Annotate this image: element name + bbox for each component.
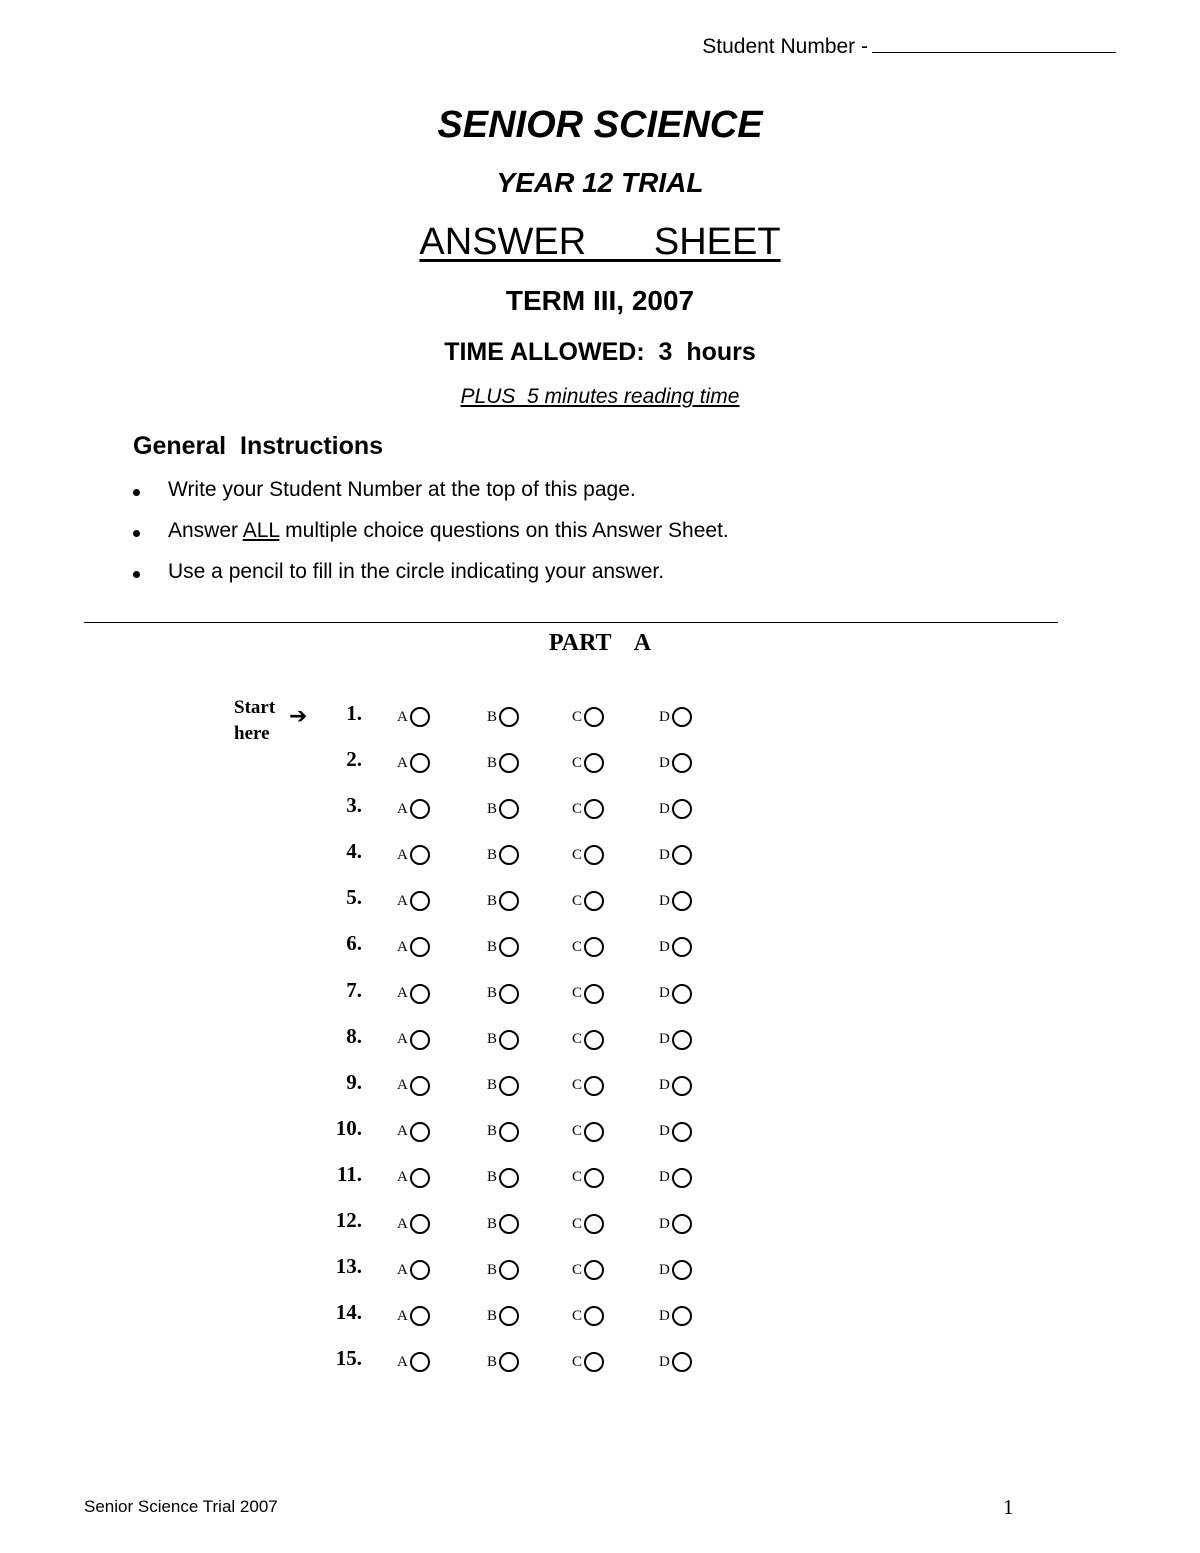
option-letter: B [487, 1307, 498, 1324]
answer-bubble-icon[interactable] [584, 845, 604, 865]
option-letter: B [487, 708, 498, 725]
answer-sheet-text: ANSWER SHEET [419, 221, 781, 263]
answer-bubble-icon[interactable] [672, 1030, 692, 1050]
document-title: SENIOR SCIENCE [437, 104, 763, 146]
answer-bubble-icon[interactable] [672, 707, 692, 727]
answer-bubble-icon[interactable] [410, 753, 430, 773]
option-letter: B [487, 938, 498, 955]
answer-bubble-icon[interactable] [410, 1168, 430, 1188]
option-letter: D [659, 1077, 670, 1094]
answer-bubble-icon[interactable] [499, 707, 519, 727]
answer-bubble-icon[interactable] [584, 1076, 604, 1096]
option-letter: D [659, 938, 670, 955]
answer-bubble-icon[interactable] [672, 891, 692, 911]
answer-option[interactable] [572, 797, 604, 821]
question-number: 13. [335, 1254, 362, 1279]
answer-option[interactable] [397, 1350, 430, 1374]
answer-bubble-icon[interactable] [584, 1306, 604, 1326]
question-row [320, 879, 740, 925]
answer-option[interactable] [659, 1028, 692, 1052]
answer-option[interactable] [397, 1166, 430, 1190]
answer-bubble-icon[interactable] [410, 1260, 430, 1280]
option-letter: C [572, 1031, 583, 1048]
answer-bubble-icon[interactable] [584, 1030, 604, 1050]
answer-bubble-icon[interactable] [410, 1122, 430, 1142]
option-letter: D [659, 1123, 670, 1140]
option-letter: B [487, 892, 498, 909]
document-subtitle: YEAR 12 TRIAL [496, 167, 704, 198]
answer-option[interactable] [572, 889, 604, 913]
question-number: 7. [346, 977, 362, 1002]
answer-option[interactable] [572, 1350, 604, 1374]
option-letter: A [397, 708, 408, 725]
answer-bubble-icon[interactable] [410, 707, 430, 727]
answer-bubble-icon[interactable] [584, 1352, 604, 1372]
option-letter: B [487, 1261, 498, 1278]
answer-bubble-icon[interactable] [584, 1122, 604, 1142]
answer-option[interactable] [572, 1120, 604, 1144]
option-letter: A [397, 1123, 408, 1140]
answer-bubble-icon[interactable] [584, 984, 604, 1004]
bullet-icon [133, 571, 140, 578]
term-label: TERM III, 2007 [505, 285, 695, 316]
start-here-label [234, 695, 275, 747]
answer-option[interactable] [397, 982, 430, 1006]
answer-option[interactable] [397, 935, 430, 959]
option-letter: B [487, 846, 498, 863]
answer-bubble-icon[interactable] [584, 891, 604, 911]
answer-option[interactable] [397, 1074, 430, 1098]
start-label-line2: here [234, 723, 270, 744]
answer-option[interactable] [487, 1120, 519, 1144]
bullet-icon [133, 530, 140, 537]
answer-option[interactable] [487, 1258, 519, 1282]
answer-option[interactable] [572, 935, 604, 959]
answer-bubble-icon[interactable] [410, 1214, 430, 1234]
answer-option[interactable] [659, 1212, 692, 1236]
question-row [320, 833, 740, 879]
question-row [320, 741, 740, 787]
answer-bubble-icon[interactable] [672, 1168, 692, 1188]
question-number: 5. [346, 885, 362, 910]
answer-bubble-icon[interactable] [584, 937, 604, 957]
answer-sheet-heading [0, 221, 1200, 264]
answer-bubble-icon[interactable] [410, 1076, 430, 1096]
option-letter: A [397, 892, 408, 909]
answer-option[interactable] [397, 1212, 430, 1236]
option-letter: D [659, 1307, 670, 1324]
answer-option[interactable] [659, 705, 692, 729]
option-letter: D [659, 892, 670, 909]
right-arrow-icon: ➔ [289, 704, 308, 729]
option-letter: C [572, 1261, 583, 1278]
option-letter: D [659, 1169, 670, 1186]
question-number: 3. [346, 793, 362, 818]
question-row [320, 925, 740, 971]
answer-option[interactable] [572, 843, 604, 867]
instructions-list [133, 478, 729, 601]
instruction-item [133, 478, 729, 519]
question-number: 9. [346, 1069, 362, 1094]
answer-option[interactable] [659, 935, 692, 959]
answer-bubble-icon[interactable] [499, 1030, 519, 1050]
question-row [320, 1248, 740, 1294]
answer-option[interactable] [487, 935, 519, 959]
answer-option[interactable] [487, 889, 519, 913]
answer-option[interactable] [572, 705, 604, 729]
answer-bubble-icon[interactable] [672, 1260, 692, 1280]
option-letter: C [572, 1353, 583, 1370]
option-letter: D [659, 1031, 670, 1048]
answer-bubble-icon[interactable] [410, 1030, 430, 1050]
answer-bubble-icon[interactable] [499, 1076, 519, 1096]
answer-option[interactable] [659, 889, 692, 913]
question-row [320, 1340, 740, 1386]
instruction-item [133, 519, 729, 560]
option-letter: B [487, 1077, 498, 1094]
answer-option[interactable] [572, 1304, 604, 1328]
answer-bubble-icon[interactable] [672, 799, 692, 819]
bullet-icon [133, 489, 140, 496]
answer-bubble-icon[interactable] [672, 845, 692, 865]
answer-option[interactable] [487, 982, 519, 1006]
question-row [320, 1202, 740, 1248]
answer-option[interactable] [397, 1304, 430, 1328]
answer-option[interactable] [397, 751, 430, 775]
question-number: 14. [335, 1300, 362, 1325]
option-letter: D [659, 708, 670, 725]
option-letter: A [397, 938, 408, 955]
instruction-text: Write your Student Number at the top of this page. [168, 478, 636, 501]
option-letter: B [487, 800, 498, 817]
answer-option[interactable] [659, 1304, 692, 1328]
option-letter: A [397, 1215, 408, 1232]
answer-bubble-icon[interactable] [672, 984, 692, 1004]
option-letter: C [572, 985, 583, 1002]
answer-bubble-icon[interactable] [410, 984, 430, 1004]
option-letter: A [397, 1031, 408, 1048]
option-letter: C [572, 892, 583, 909]
instruction-item [133, 560, 729, 601]
option-letter: A [397, 985, 408, 1002]
answer-bubble-icon[interactable] [672, 1122, 692, 1142]
answer-bubble-icon[interactable] [410, 1306, 430, 1326]
answer-option[interactable] [659, 1120, 692, 1144]
instruction-prefix: Answer [168, 519, 239, 542]
option-letter: C [572, 1307, 583, 1324]
answer-bubble-icon[interactable] [499, 1352, 519, 1372]
answer-option[interactable] [572, 1212, 604, 1236]
answer-bubble-icon[interactable] [584, 1168, 604, 1188]
student-number-label: Student Number - [702, 35, 868, 58]
answer-bubble-icon[interactable] [499, 937, 519, 957]
question-row [320, 972, 740, 1018]
answer-option[interactable] [397, 843, 430, 867]
answer-option[interactable] [397, 889, 430, 913]
answer-option[interactable] [572, 1258, 604, 1282]
answer-option[interactable] [397, 1028, 430, 1052]
question-number: 4. [346, 839, 362, 864]
answer-bubble-icon[interactable] [584, 1214, 604, 1234]
question-number: 11. [336, 1161, 362, 1186]
question-row [320, 1156, 740, 1202]
answer-option[interactable] [572, 1074, 604, 1098]
option-letter: A [397, 1353, 408, 1370]
answer-grid [320, 695, 740, 1386]
answer-bubble-icon[interactable] [672, 937, 692, 957]
reading-time-wrap [0, 385, 1200, 409]
student-number-field [702, 35, 1116, 59]
option-letter: B [487, 985, 498, 1002]
option-letter: C [572, 1123, 583, 1140]
answer-bubble-icon[interactable] [410, 1352, 430, 1372]
answer-option[interactable] [659, 751, 692, 775]
option-letter: D [659, 754, 670, 771]
option-letter: C [572, 846, 583, 863]
answer-bubble-icon[interactable] [499, 1168, 519, 1188]
answer-option[interactable] [487, 1212, 519, 1236]
section-divider [84, 622, 1058, 623]
answer-bubble-icon[interactable] [672, 1306, 692, 1326]
student-number-blank[interactable] [872, 35, 1116, 53]
answer-bubble-icon[interactable] [672, 753, 692, 773]
answer-option[interactable] [487, 705, 519, 729]
answer-option[interactable] [487, 1028, 519, 1052]
option-letter: C [572, 1215, 583, 1232]
option-letter: B [487, 1353, 498, 1370]
option-letter: A [397, 800, 408, 817]
option-letter: B [487, 1031, 498, 1048]
answer-bubble-icon[interactable] [499, 891, 519, 911]
option-letter: C [572, 1077, 583, 1094]
option-letter: D [659, 1261, 670, 1278]
option-letter: A [397, 1261, 408, 1278]
question-number: 2. [346, 747, 362, 772]
option-letter: B [487, 1123, 498, 1140]
answer-option[interactable] [397, 705, 430, 729]
answer-option[interactable] [487, 797, 519, 821]
answer-option[interactable] [572, 1166, 604, 1190]
option-letter: C [572, 938, 583, 955]
instructions-heading: General Instructions [133, 432, 384, 460]
answer-option[interactable] [659, 1258, 692, 1282]
option-letter: B [487, 754, 498, 771]
answer-bubble-icon[interactable] [499, 984, 519, 1004]
option-letter: D [659, 1215, 670, 1232]
answer-bubble-icon[interactable] [499, 1306, 519, 1326]
option-letter: A [397, 1307, 408, 1324]
reading-time: PLUS 5 minutes reading time [460, 385, 740, 408]
answer-option[interactable] [572, 982, 604, 1006]
instruction-text: Use a pencil to fill in the circle indicating your answer. [168, 560, 665, 583]
option-letter: C [572, 800, 583, 817]
part-title: PART A [548, 630, 652, 656]
answer-bubble-icon[interactable] [672, 1214, 692, 1234]
answer-option[interactable] [659, 1350, 692, 1374]
answer-option[interactable] [487, 1166, 519, 1190]
option-letter: A [397, 754, 408, 771]
answer-option[interactable] [659, 797, 692, 821]
answer-bubble-icon[interactable] [584, 1260, 604, 1280]
answer-bubble-icon[interactable] [499, 799, 519, 819]
time-allowed: TIME ALLOWED: 3 hours [444, 338, 756, 366]
answer-option[interactable] [659, 982, 692, 1006]
question-row [320, 1018, 740, 1064]
answer-option[interactable] [397, 1258, 430, 1282]
question-row [320, 695, 740, 741]
answer-bubble-icon[interactable] [499, 753, 519, 773]
answer-option[interactable] [659, 1074, 692, 1098]
answer-option[interactable] [659, 1166, 692, 1190]
answer-option[interactable] [487, 1074, 519, 1098]
footer-title: Senior Science Trial 2007 [84, 1497, 278, 1516]
question-number: 12. [335, 1208, 362, 1233]
option-letter: C [572, 754, 583, 771]
question-row [320, 1064, 740, 1110]
answer-bubble-icon[interactable] [410, 891, 430, 911]
answer-bubble-icon[interactable] [584, 707, 604, 727]
option-letter: A [397, 846, 408, 863]
answer-bubble-icon[interactable] [410, 845, 430, 865]
answer-bubble-icon[interactable] [672, 1076, 692, 1096]
answer-option[interactable] [487, 1350, 519, 1374]
question-number: 8. [346, 1023, 362, 1048]
option-letter: A [397, 1077, 408, 1094]
answer-bubble-icon[interactable] [499, 1260, 519, 1280]
answer-bubble-icon[interactable] [499, 845, 519, 865]
question-row [320, 787, 740, 833]
option-letter: B [487, 1215, 498, 1232]
answer-option[interactable] [487, 1304, 519, 1328]
question-number: 1. [346, 701, 362, 725]
instruction-emphasis: ALL [242, 519, 280, 542]
answer-bubble-icon[interactable] [584, 799, 604, 819]
question-number: 15. [335, 1346, 362, 1371]
answer-option[interactable] [572, 1028, 604, 1052]
answer-bubble-icon[interactable] [672, 1352, 692, 1372]
question-row [320, 1294, 740, 1340]
option-letter: D [659, 846, 670, 863]
page-number: 1 [1003, 1495, 1014, 1519]
option-letter: C [572, 708, 583, 725]
option-letter: D [659, 1353, 670, 1370]
answer-option[interactable] [487, 751, 519, 775]
question-row [320, 1110, 740, 1156]
option-letter: D [659, 800, 670, 817]
question-number: 6. [346, 931, 362, 956]
instruction-text: multiple choice questions on this Answer Sheet. [285, 519, 729, 542]
answer-bubble-icon[interactable] [499, 1122, 519, 1142]
answer-bubble-icon[interactable] [410, 799, 430, 819]
answer-bubble-icon[interactable] [584, 753, 604, 773]
option-letter: A [397, 1169, 408, 1186]
answer-option[interactable] [397, 1120, 430, 1144]
answer-option[interactable] [487, 843, 519, 867]
option-letter: C [572, 1169, 583, 1186]
answer-bubble-icon[interactable] [410, 937, 430, 957]
answer-option[interactable] [572, 751, 604, 775]
answer-option[interactable] [397, 797, 430, 821]
option-letter: D [659, 985, 670, 1002]
answer-bubble-icon[interactable] [499, 1214, 519, 1234]
question-number: 10. [335, 1115, 362, 1140]
option-letter: B [487, 1169, 498, 1186]
start-label-line1: Start [234, 697, 276, 718]
answer-option[interactable] [659, 843, 692, 867]
